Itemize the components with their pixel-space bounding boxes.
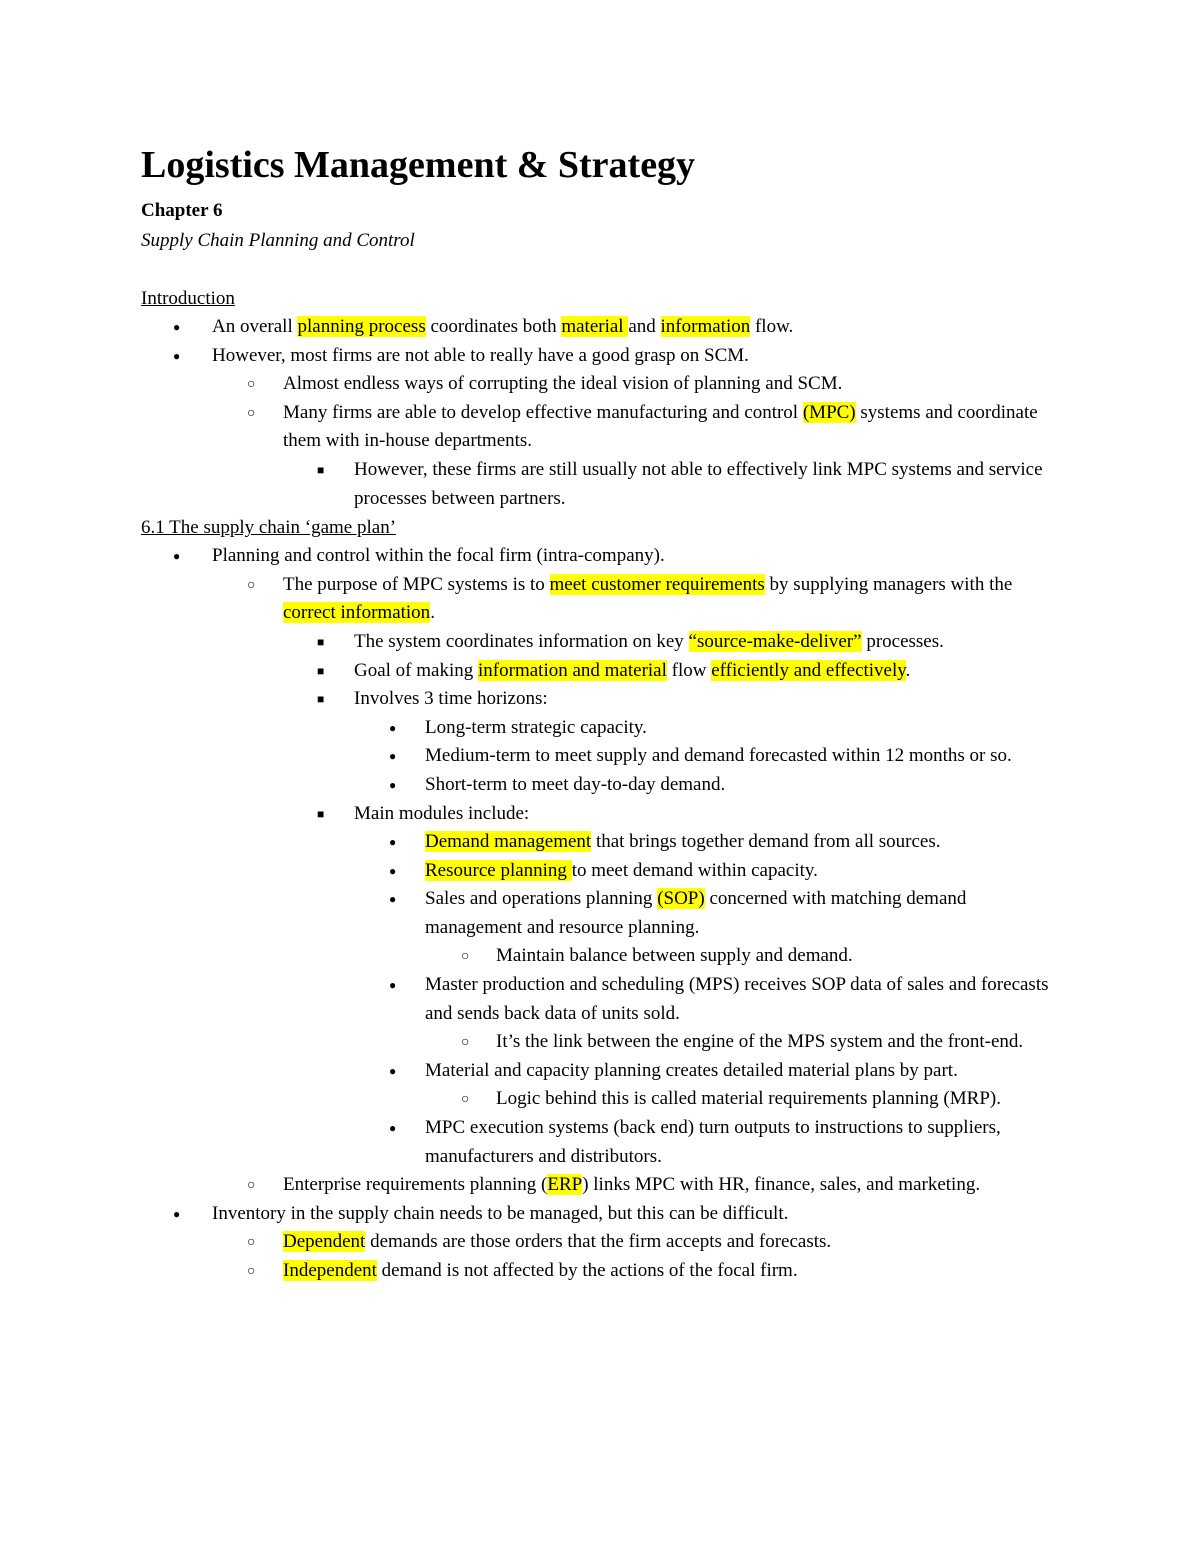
list-item: ○ Almost endless ways of corrupting the ideal vision of planning and SCM. — [141, 370, 1061, 399]
list-item: ● However, most firms are not able to really have a good grasp on SCM. — [141, 342, 1061, 371]
bullet-icon — [317, 800, 324, 829]
bullet-icon — [317, 456, 324, 485]
highlight: information — [660, 316, 751, 337]
bullet-icon — [461, 942, 469, 972]
chapter-heading: Chapter 6 — [141, 200, 223, 221]
bullet-icon — [317, 685, 324, 714]
bullet-icon — [317, 628, 324, 657]
list-item: ● Short-term to meet day-to-day demand. — [141, 771, 1061, 800]
highlight: (MPC) — [802, 401, 856, 423]
list-item: ● An overall planning process coordinates both material and information flow. — [141, 313, 1061, 342]
highlight: meet customer requirements — [549, 573, 765, 595]
highlight: Demand management — [425, 831, 592, 853]
bullet-icon — [173, 542, 180, 571]
bullet-icon — [389, 828, 396, 857]
list-item: ○ Enterprise requirements planning (ERP) links MPC with HR, finance, sales, and marketing. — [141, 1171, 1061, 1200]
list-item: ● Demand management that brings together demand from all sources. — [141, 828, 1061, 857]
list-item: ○ It’s the link between the engine of the MPS system and the front-end. — [141, 1028, 1061, 1057]
list-item: ○ Dependent demands are those orders that the firm accepts and forecasts. — [141, 1228, 1061, 1257]
list-item: ■ Involves 3 time horizons: — [141, 685, 1061, 714]
bullet-icon — [247, 399, 255, 429]
bullet-icon — [389, 771, 396, 800]
highlight: ERP — [547, 1174, 583, 1196]
bullet-icon — [247, 571, 255, 601]
highlight: (SOP) — [657, 888, 705, 910]
list-item: ● Long-term strategic capacity. — [141, 714, 1061, 743]
document-content — [141, 142, 1061, 1286]
highlight: “source-make-deliver” — [688, 630, 862, 652]
chapter-subtitle: Supply Chain Planning and Control — [141, 230, 415, 251]
section-heading-introduction: Introduction — [141, 288, 235, 309]
bullet-icon — [389, 742, 396, 771]
bullet-icon — [247, 1171, 255, 1201]
highlight: efficiently and effectively — [711, 659, 906, 681]
bullet-icon — [317, 657, 324, 686]
highlight: correct information — [283, 602, 431, 624]
highlight: Dependent — [283, 1231, 366, 1253]
list-item: ● Sales and operations planning (SOP) concerned with matching demand management and resource planning. — [141, 885, 1061, 942]
bullet-icon — [389, 714, 396, 743]
bullet-icon — [461, 1085, 469, 1115]
bullet-icon — [173, 1200, 180, 1229]
list-item: ■ Main modules include: — [141, 800, 1061, 829]
list-item: ● MPC execution systems (back end) turn outputs to instructions to suppliers, manufacturers and distributors. — [141, 1114, 1061, 1171]
section-heading-6-1: 6.1 The supply chain ‘game plan’ — [141, 517, 397, 539]
highlight: planning process — [297, 316, 426, 337]
list-item: ○ The purpose of MPC systems is to meet customer requirements by supplying managers with the correct information. — [141, 571, 1061, 628]
list-item: ● Inventory in the supply chain needs to be managed, but this can be difficult. — [141, 1200, 1061, 1229]
highlight: Independent — [283, 1260, 377, 1281]
highlight: material — [561, 316, 629, 337]
list-item: ● Medium-term to meet supply and demand forecasted within 12 months or so. — [141, 742, 1061, 771]
list-item: ■ Goal of making information and material flow efficiently and effectively. — [141, 657, 1061, 686]
bullet-icon — [389, 857, 396, 886]
bullet-icon — [389, 971, 396, 1000]
bullet-icon — [173, 342, 180, 371]
list-item: ● Planning and control within the focal firm (intra-company). — [141, 542, 1061, 571]
list-item: ● Master production and scheduling (MPS) receives SOP data of sales and forecasts and sends back data of units sold. — [141, 971, 1061, 1028]
bullet-icon — [173, 313, 180, 342]
list-item: ○ Many firms are able to develop effective manufacturing and control (MPC) systems and coordinate them with in-house departments. — [141, 399, 1061, 456]
document-title: Logistics Management & Strategy — [141, 144, 696, 186]
highlight: Resource planning — [425, 859, 572, 881]
list-item: ○ Logic behind this is called material requirements planning (MRP). — [141, 1085, 1061, 1114]
bullet-icon — [389, 885, 396, 914]
highlight: information and material — [478, 659, 667, 681]
list-item: ■ The system coordinates information on key “source-make-deliver” processes. — [141, 628, 1061, 657]
list-item: ■ However, these firms are still usually not able to effectively link MPC systems and service processes between partners. — [141, 456, 1061, 513]
bullet-icon — [461, 1028, 469, 1058]
bullet-icon — [247, 1257, 255, 1287]
list-item: ● Material and capacity planning creates detailed material plans by part. — [141, 1057, 1061, 1086]
list-item: ● Resource planning to meet demand within capacity. — [141, 857, 1061, 886]
bullet-icon — [247, 370, 255, 400]
bullet-icon — [389, 1114, 396, 1143]
list-item: ○ Maintain balance between supply and demand. — [141, 942, 1061, 971]
bullet-icon — [247, 1228, 255, 1258]
list-item: ○ Independent demand is not affected by the actions of the focal firm. — [141, 1257, 1061, 1286]
bullet-icon — [389, 1057, 396, 1086]
